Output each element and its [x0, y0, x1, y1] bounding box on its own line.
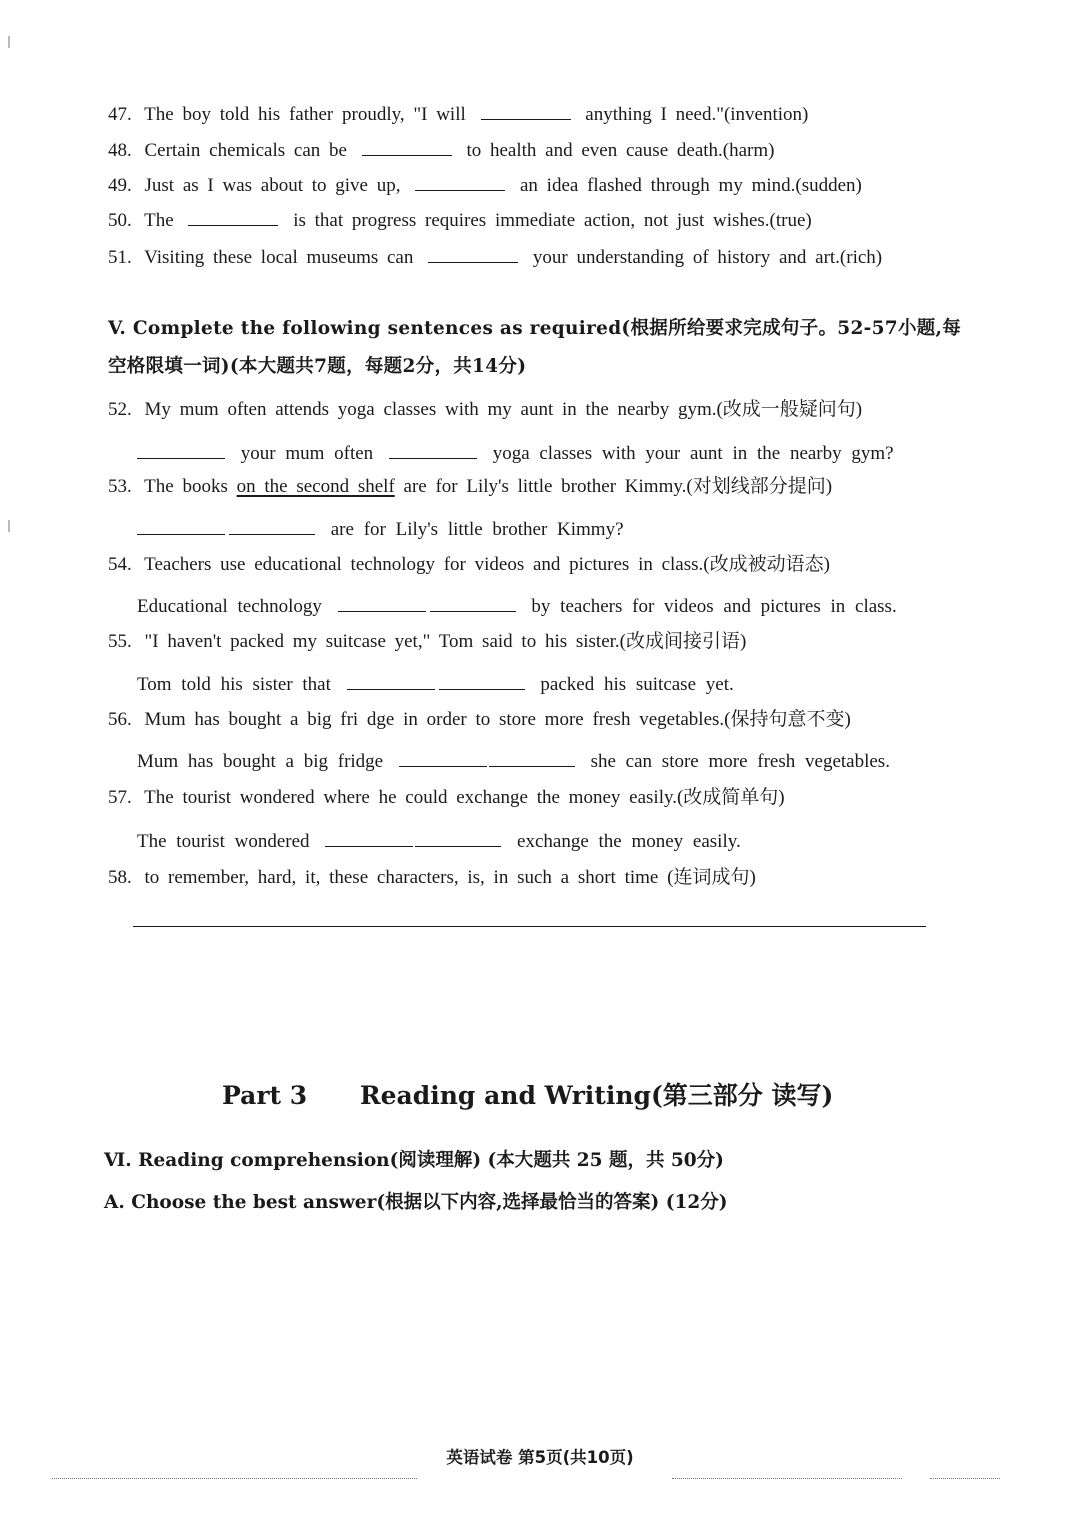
- answer-blank[interactable]: [481, 101, 571, 120]
- scan-edge-mark: [8, 36, 10, 48]
- answer-blank[interactable]: [137, 516, 225, 535]
- question-47: [108, 101, 808, 127]
- answer-text: Mum has bought a big fridge: [137, 751, 384, 772]
- answer-blank[interactable]: [415, 172, 505, 191]
- question-50: [108, 207, 812, 233]
- question-number: 56.: [108, 709, 132, 730]
- section-5-heading: V. Complete the following sentences as required(根据所给要求完成句子。52-57小题,每空格限填一词)(本大题共7题，每题2分，共14分): [108, 318, 962, 377]
- question-number: 58.: [108, 867, 132, 888]
- footer-rule-middle: [672, 1478, 902, 1479]
- scan-edge-mark: [8, 520, 10, 532]
- question-number: 50.: [108, 210, 132, 231]
- question-52: [108, 398, 862, 422]
- answer-text: Tom told his sister that: [137, 674, 331, 695]
- question-text: The: [144, 210, 174, 231]
- answer-blank[interactable]: [415, 828, 501, 847]
- answer-blank[interactable]: [325, 828, 413, 847]
- part-number: Part 3: [222, 1081, 308, 1110]
- answer-text: your mum often: [240, 443, 374, 464]
- question-text: are for Lily's little brother Kimmy.(对划线部分提问): [403, 476, 833, 497]
- answer-line-54: [137, 593, 897, 619]
- answer-blank[interactable]: [399, 748, 487, 767]
- answer-text: are for Lily's little brother Kimmy?: [330, 519, 624, 540]
- question-number: 57.: [108, 787, 132, 808]
- answer-line-53: [137, 516, 624, 542]
- answer-blank[interactable]: [439, 671, 525, 690]
- question-text: anything I need."(invention): [585, 104, 809, 125]
- question-text: Teachers use educational technology for videos and pictures in class.(改成被动语态): [144, 554, 830, 575]
- page-footer: 英语试卷 第5页(共10页): [446, 1448, 634, 1467]
- footer-rule-right: [930, 1478, 1000, 1479]
- question-text: Visiting these local museums can: [144, 247, 414, 268]
- question-58: [108, 866, 756, 890]
- question-54: [108, 553, 830, 577]
- question-51: [108, 244, 882, 270]
- answer-text: she can store more fresh vegetables.: [590, 751, 890, 772]
- question-text: Mum has bought a big fri dge in order to store more fresh vegetables.(保持句意不变): [144, 709, 851, 730]
- question-48: [108, 137, 774, 163]
- question-text: "I haven't packed my suitcase yet," Tom said to his sister.(改成间接引语): [144, 631, 747, 652]
- section-6-heading: Ⅵ. Reading comprehension(阅读理解) (本大题共 25 题，共 50分): [104, 1150, 724, 1171]
- answer-text: yoga classes with your aunt in the nearby gym?: [492, 443, 894, 464]
- answer-line-55: [137, 671, 734, 697]
- question-text: an idea flashed through my mind.(sudden): [519, 175, 862, 196]
- question-49: [108, 172, 862, 198]
- question-number: 48.: [108, 140, 132, 161]
- section-6a-heading: A. Choose the best answer(根据以下内容,选择最恰当的答案) (12分): [104, 1192, 728, 1213]
- question-57: [108, 786, 785, 810]
- underlined-phrase: on the second shelf: [236, 476, 395, 497]
- answer-text: packed his suitcase yet.: [540, 674, 734, 695]
- answer-line-56: [137, 748, 890, 774]
- part-name: Reading and Writing(第三部分 读写): [359, 1081, 834, 1110]
- answer-blank[interactable]: [428, 244, 518, 263]
- question-number: 53.: [108, 476, 132, 497]
- answer-blank[interactable]: [347, 671, 435, 690]
- question-text: The boy told his father proudly, "I will: [144, 104, 466, 125]
- answer-blank[interactable]: [489, 748, 575, 767]
- answer-blank[interactable]: [137, 440, 225, 459]
- question-text: is that progress requires immediate action, not just wishes.(true): [293, 210, 812, 231]
- answer-blank[interactable]: [229, 516, 315, 535]
- answer-blank[interactable]: [389, 440, 477, 459]
- question-text: The tourist wondered where he could exchange the money easily.(改成简单句): [144, 787, 785, 808]
- part-3-title: [222, 1080, 833, 1112]
- answer-text: Educational technology: [137, 596, 322, 617]
- answer-writing-line[interactable]: [133, 926, 926, 927]
- question-number: 52.: [108, 399, 132, 420]
- question-number: 47.: [108, 104, 132, 125]
- answer-blank[interactable]: [362, 137, 452, 156]
- answer-blank[interactable]: [188, 207, 278, 226]
- question-text: My mum often attends yoga classes with my aunt in the nearby gym.(改成一般疑问句): [144, 399, 863, 420]
- question-text: your understanding of history and art.(rich): [532, 247, 883, 268]
- answer-line-52: [137, 440, 894, 466]
- question-text: to health and even cause death.(harm): [466, 140, 775, 161]
- question-text: Just as I was about to give up,: [144, 175, 401, 196]
- question-text: Certain chemicals can be: [144, 140, 347, 161]
- answer-blank[interactable]: [338, 593, 426, 612]
- footer-rule-left: [52, 1478, 417, 1479]
- answer-text: exchange the money easily.: [517, 831, 741, 852]
- question-55: [108, 630, 746, 654]
- question-text: The books: [144, 476, 228, 497]
- question-number: 51.: [108, 247, 132, 268]
- question-text: to remember, hard, it, these characters, is, in such a short time (连词成句): [144, 867, 756, 888]
- answer-text: The tourist wondered: [137, 831, 310, 852]
- question-53: [108, 475, 832, 499]
- answer-line-57: [137, 828, 741, 854]
- answer-blank[interactable]: [430, 593, 516, 612]
- question-56: [108, 708, 851, 732]
- question-number: 54.: [108, 554, 132, 575]
- question-number: 49.: [108, 175, 132, 196]
- question-number: 55.: [108, 631, 132, 652]
- answer-text: by teachers for videos and pictures in class.: [531, 596, 897, 617]
